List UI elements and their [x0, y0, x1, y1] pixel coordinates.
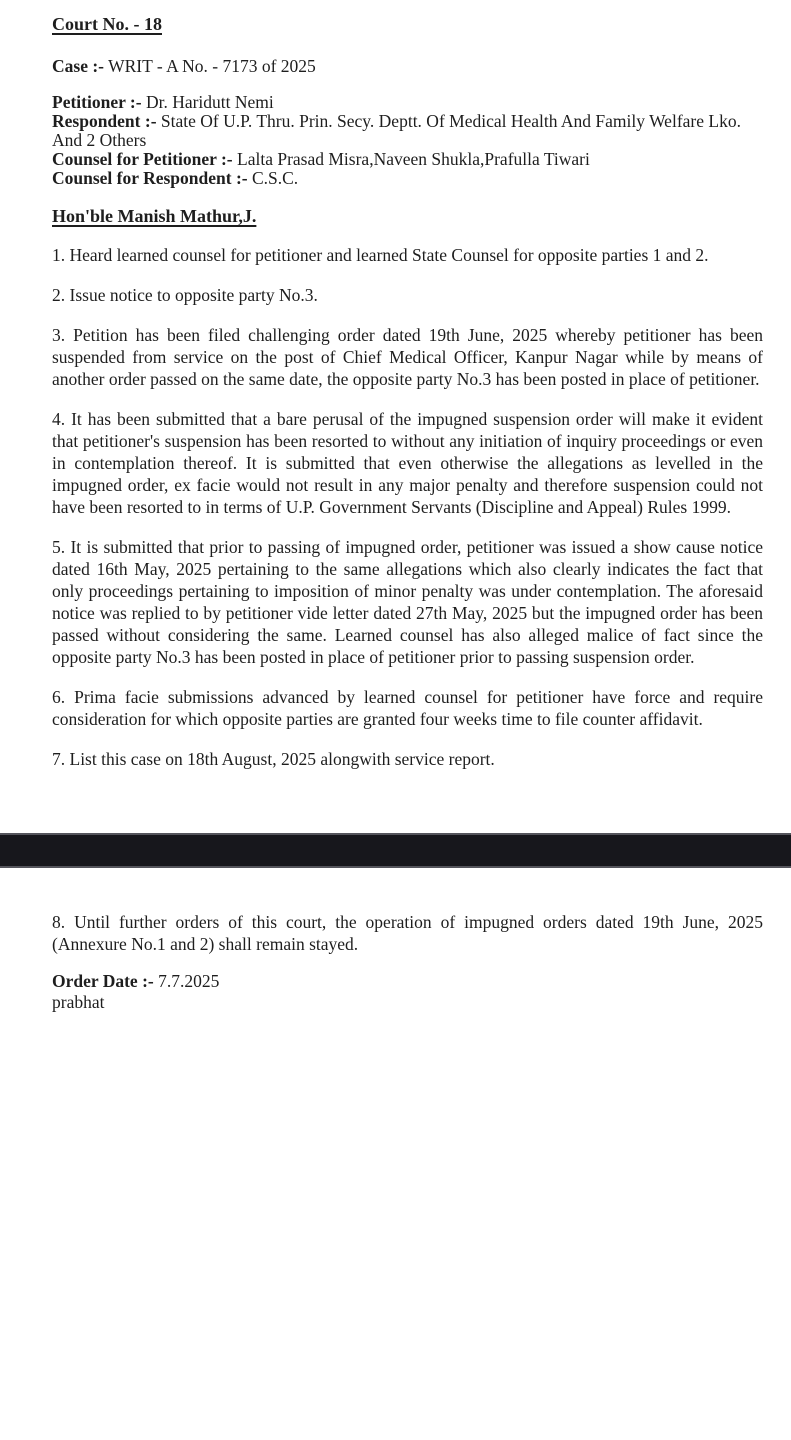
petitioner-label: Petitioner :- — [52, 92, 142, 112]
case-label: Case :- — [52, 56, 104, 76]
counsel-petitioner-value: Lalta Prasad Misra,Naveen Shukla,Prafulla Tiwari — [237, 149, 590, 169]
order-paragraph-2: 2. Issue notice to opposite party No.3. — [52, 285, 318, 305]
order-paragraph-8: 8. Until further orders of this court, the operation of impugned orders dated 19th June, 2025 (Annexure No.1 and 2) shall remain stayed. — [52, 912, 763, 954]
order-date-value: 7.7.2025 — [158, 971, 220, 991]
case-line — [52, 55, 763, 77]
order-date-line — [52, 971, 763, 992]
order-paragraph-5: 5. It is submitted that prior to passing of impugned order, petitioner was issued a show cause notice dated 16th May, 2025 pertaining to the same allegations which also clearly indicates the fact that only proceedings pertaining to imposition of minor penalty was under contemplation. The aforesaid notice was replied to by petitioner vide letter dated 27th May, 2025 but the impugned order has been passed without considering the same. Learned counsel has also alleged malice of fact since the opposite party No.3 has been posted in place of petitioner prior to passing suspension order. — [52, 537, 763, 667]
order-paragraph-4: 4. It has been submitted that a bare perusal of the impugned suspension order will make it evident that petitioner's suspension has been resorted to without any initiation of inquiry proceedings or even in contemplation thereof. It is submitted that even otherwise the allegations as levelled in the impugned order, ex facie would not result in any major penalty and therefore suspension could not have been resorted to in terms of U.P. Government Servants (Discipline and Appeal) Rules 1999. — [52, 409, 763, 517]
court-number-heading: Court No. - 18 — [52, 14, 162, 34]
petitioner-value: Dr. Haridutt Nemi — [145, 92, 274, 112]
respondent-label: Respondent :- — [52, 111, 157, 131]
counsel-respondent-value: C.S.C. — [251, 168, 299, 188]
order-paragraph-7: 7. List this case on 18th August, 2025 alongwith service report. — [52, 749, 495, 769]
case-value: WRIT - A No. - 7173 of 2025 — [108, 56, 316, 76]
order-paragraph-3: 3. Petition has been filed challenging order dated 19th June, 2025 whereby petitioner has been suspended from service on the post of Chief Medical Officer, Kanpur Nagar while by means of another order passed on the same date, the opposite party No.3 has been posted in place of petitioner. — [52, 325, 763, 389]
counsel-petitioner-label: Counsel for Petitioner :- — [52, 149, 233, 169]
respondent-value: State Of U.P. Thru. Prin. Secy. Deptt. Of Medical Health And Family Welfare Lko. And 2 Others — [52, 111, 741, 150]
signatory-line: prabhat — [52, 992, 105, 1012]
judge-name-heading: Hon'ble Manish Mathur,J. — [52, 206, 257, 226]
order-paragraph-6: 6. Prima facie submissions advanced by learned counsel for petitioner have force and require consideration for which opposite parties are granted four weeks time to file counter affidavit. — [52, 687, 763, 729]
order-paragraph-1: 1. Heard learned counsel for petitioner and learned State Counsel for opposite parties 1 and 2. — [52, 245, 709, 265]
counsel-respondent-label: Counsel for Respondent :- — [52, 168, 248, 188]
order-date-label: Order Date :- — [52, 971, 154, 991]
parties-block — [52, 93, 763, 188]
page-divider-bar — [0, 833, 791, 868]
